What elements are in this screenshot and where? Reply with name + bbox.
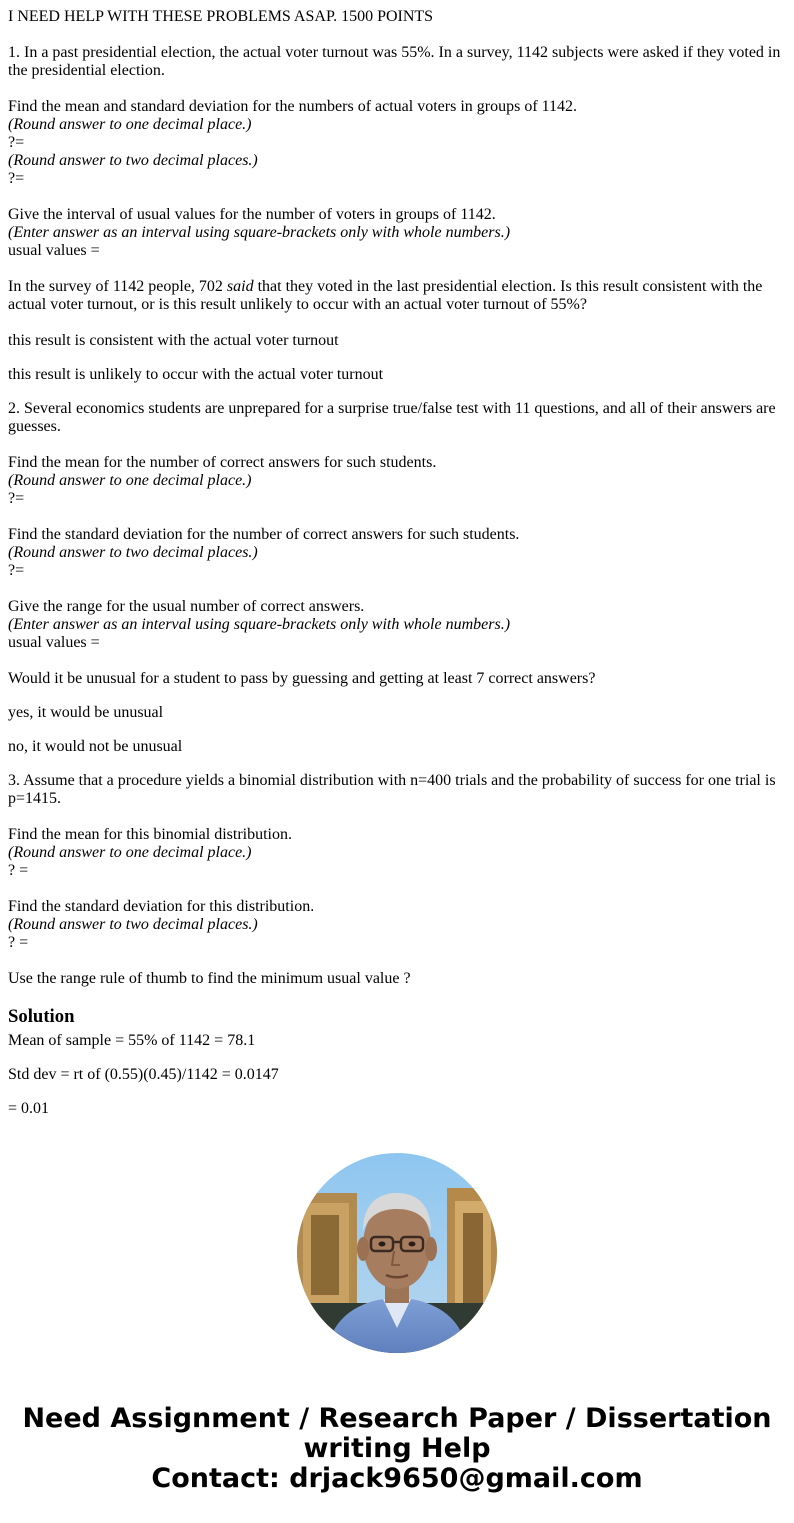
q2-range-hint: (Enter answer as an interval using square-brackets only with whole numbers.) <box>8 616 511 633</box>
q2-intro: 2. Several economics students are unprepared for a surprise true/false test with 11 questions, and all of their answers are guesses. <box>8 400 776 435</box>
q1-answer-2: ?= <box>8 170 25 187</box>
q1-round-one-hint: (Round answer to one decimal place.) <box>8 116 252 133</box>
solution-line-3: = 0.01 <box>8 1100 50 1117</box>
q2-mean-block <box>8 454 784 508</box>
page-title: I NEED HELP WITH THESE PROBLEMS ASAP. 1500 POINTS <box>8 8 434 25</box>
q2-mean-prompt: Find the mean for the number of correct answers for such students. <box>8 454 437 471</box>
solution-body <box>8 1032 784 1122</box>
q1-interval-prompt: Give the interval of usual values for the number of voters in groups of 1142. <box>8 206 496 223</box>
q2-sd-prompt: Find the standard deviation for the number of correct answers for such students. <box>8 526 520 543</box>
q1-option-consistent: this result is consistent with the actual voter turnout <box>8 332 339 349</box>
q1-answer-1: ?= <box>8 134 25 151</box>
q2-answer-1: ?= <box>8 490 25 507</box>
q3-mean-prompt: Find the mean for this binomial distribution. <box>8 826 292 843</box>
q2-round-two-hint: (Round answer to two decimal places.) <box>8 544 258 561</box>
banner-line-2: writing Help <box>303 1433 491 1464</box>
q3-intro: 3. Assume that a procedure yields a binomial distribution with n=400 trials and the probability of success for one trial is p=1415. <box>8 772 776 807</box>
person-photo-icon <box>297 1153 497 1353</box>
avatar <box>297 1153 497 1353</box>
q1-mean-sd-block <box>8 98 784 188</box>
q1-interval-hint: (Enter answer as an interval using square-brackets only with whole numbers.) <box>8 224 511 241</box>
q1-round-two-hint: (Round answer to two decimal places.) <box>8 152 258 169</box>
q3-round-one-hint: (Round answer to one decimal place.) <box>8 844 252 861</box>
q1-intro: 1. In a past presidential election, the actual voter turnout was 55%. In a survey, 1142 subjects were asked if they voted in the presidential election. <box>8 44 781 79</box>
q2-answer-2: ?= <box>8 562 25 579</box>
solution-heading: Solution <box>8 1006 75 1027</box>
q1-mean-sd-prompt: Find the mean and standard deviation for the numbers of actual voters in groups of 1142. <box>8 98 578 115</box>
contact-banner <box>0 1404 794 1494</box>
q3-answer-1: ? = <box>8 862 29 879</box>
q1-interval-block <box>8 206 784 260</box>
q2-option-no: no, it would not be unusual <box>8 738 183 755</box>
q1-survey-said: said <box>226 278 254 295</box>
q3-sd-prompt: Find the standard deviation for this distribution. <box>8 898 315 915</box>
q3-range-rule: Use the range rule of thumb to find the minimum usual value ? <box>8 970 411 987</box>
q3-answer-2: ? = <box>8 934 29 951</box>
q2-round-one-hint: (Round answer to one decimal place.) <box>8 472 252 489</box>
q2-usual-values: usual values = <box>8 634 100 651</box>
q2-sd-block <box>8 526 784 580</box>
q1-usual-values: usual values = <box>8 242 100 259</box>
solution-line-1: Mean of sample = 55% of 1142 = 78.1 <box>8 1032 256 1049</box>
q2-unusual-prompt: Would it be unusual for a student to pass by guessing and getting at least 7 correct answers? <box>8 670 596 687</box>
q3-sd-block <box>8 898 784 952</box>
q1-option-unlikely: this result is unlikely to occur with the actual voter turnout <box>8 366 384 383</box>
q2-option-yes: yes, it would be unusual <box>8 704 164 721</box>
q3-round-two-hint: (Round answer to two decimal places.) <box>8 916 258 933</box>
banner-contact: Contact: drjack9650@gmail.com <box>151 1463 643 1494</box>
solution-line-2: Std dev = rt of (0.55)(0.45)/1142 = 0.0147 <box>8 1066 279 1083</box>
q3-mean-block <box>8 826 784 880</box>
q1-survey-question <box>8 278 784 314</box>
q2-range-prompt: Give the range for the usual number of correct answers. <box>8 598 365 615</box>
q1-survey-post: that they voted in the last presidential election. Is this result consistent with the actual voter turnout, or is this result unlikely to occur with an actual voter turnout of 55%? <box>8 278 763 313</box>
q1-survey-pre: In the survey of 1142 people, 702 <box>8 278 227 295</box>
banner-line-1: Need Assignment / Research Paper / Dissertation <box>22 1403 772 1434</box>
question-content <box>8 8 784 1042</box>
q2-range-block <box>8 598 784 652</box>
